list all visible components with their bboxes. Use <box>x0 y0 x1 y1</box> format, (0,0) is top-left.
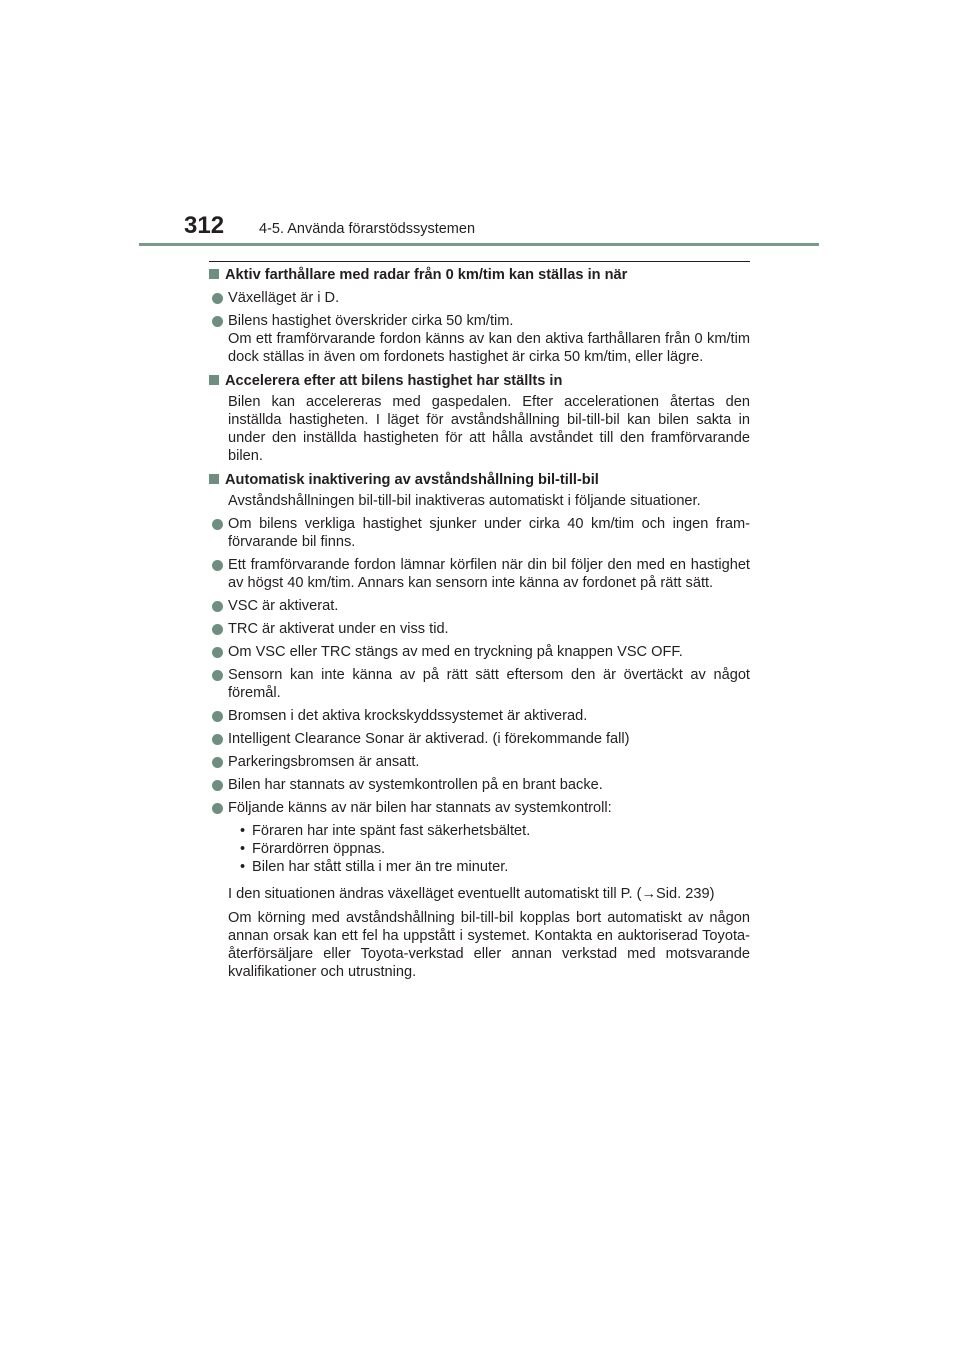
section-title: 4-5. Använda förarstödssystemen <box>259 221 476 237</box>
section-heading <box>209 266 750 284</box>
round-bullet-icon <box>212 519 223 530</box>
section-auto-deactivation <box>209 471 750 981</box>
round-bullet-icon <box>212 670 223 681</box>
sub-list-item-text: Föraren har inte spänt fast säkerhetsbältet. <box>252 823 531 839</box>
sub-list-item-text: Bilen har stått stilla i mer än tre minuter. <box>252 859 509 875</box>
list-item-text: Sensorn kan inte känna av på rätt sätt eftersom den är övertäckt av något föremål. <box>228 667 750 701</box>
dot-marker-icon: • <box>240 823 246 839</box>
list-item-text: Om ett framförvarande fordon känns av kan den aktiva farthållaren från 0 km/tim dock ställas in även om fordonets hastighet är cirka 50 km/tim, eller lägre. <box>228 331 750 365</box>
header-divider <box>139 243 819 246</box>
section-paragraph: Avståndshållningen bil-till-bil inaktiveras automatiskt i följande situationer. <box>228 493 701 509</box>
section-heading <box>209 471 750 489</box>
list-item <box>209 707 750 725</box>
round-bullet-icon <box>212 560 223 571</box>
square-bullet-icon <box>209 269 219 279</box>
section-heading <box>209 372 750 390</box>
list-item <box>209 666 750 702</box>
list-item <box>209 776 750 794</box>
page-number: 312 <box>184 212 225 239</box>
sub-list <box>221 822 750 876</box>
round-bullet-icon <box>212 293 223 304</box>
section-speed-conditions <box>209 266 750 366</box>
sub-list-item-text: Förardörren öppnas. <box>252 841 386 857</box>
section-heading-text: Aktiv farthållare med radar från 0 km/tim kan ställas in när <box>225 267 628 283</box>
section-paragraph: Bilen kan accelereras med gaspedalen. Efter accelerationen återtas den inställda hastigheten. I läget för avståndshållning bil-till-bil kan bilen sakta in under den inställda hastigheten för att hålla avståndet till den framförvarande bilen. <box>228 394 750 464</box>
list-item <box>209 515 750 551</box>
round-bullet-icon <box>212 803 223 814</box>
list-item-text: Bilens hastighet överskrider cirka 50 km/tim. <box>228 313 514 329</box>
list-item-text: Bilen har stannats av systemkontrollen på en brant backe. <box>228 777 603 793</box>
round-bullet-icon <box>212 780 223 791</box>
section-heading-text: Automatisk inaktivering av avståndshållning bil-till-bil <box>225 472 599 488</box>
list-item <box>209 312 750 366</box>
list-item <box>209 799 750 817</box>
list-item-text: Följande känns av när bilen har stannats av systemkontroll: <box>228 800 612 816</box>
list-item <box>209 753 750 771</box>
dot-marker-icon: • <box>240 841 246 857</box>
sub-list-item <box>240 840 750 858</box>
list-item <box>209 556 750 592</box>
section-accelerate <box>209 372 750 465</box>
list-item-text: Parkeringsbromsen är ansatt. <box>228 754 420 770</box>
dot-marker-icon: • <box>240 859 246 875</box>
sub-list-item <box>240 822 750 840</box>
list-item <box>209 620 750 638</box>
list-item <box>209 643 750 661</box>
list-item-text: VSC är aktiverat. <box>228 598 339 614</box>
page-body <box>209 266 750 981</box>
round-bullet-icon <box>212 316 223 327</box>
list-item-text: Ett framförvarande fordon lämnar körfilen när din bil följer den med en hastighet av högst 40 km/tim. Annars kan sensorn inte känna av fordonet på rätt sätt. <box>228 557 750 591</box>
square-bullet-icon <box>209 375 219 385</box>
round-bullet-icon <box>212 757 223 768</box>
list-item-text: Om VSC eller TRC stängs av med en tryckning på knappen VSC OFF. <box>228 644 683 660</box>
list-item-text: Växelläget är i D. <box>228 290 340 306</box>
round-bullet-icon <box>212 711 223 722</box>
section-heading-text: Accelerera efter att bilens hastighet har ställts in <box>225 373 563 389</box>
list-item-text: Intelligent Clearance Sonar är aktiverad. (i förekommande fall) <box>228 731 630 747</box>
closing-paragraph: Om körning med avståndshållning bil-till-bil kopplas bort automatiskt av någon annan orsak kan ett fel ha uppstått i systemet. Kontakta en auktoriserad Toyota-återförsäljare eller Toyota-verkstad eller annan verkstad med motsvarande kvalifikationer och utrustning. <box>228 910 750 980</box>
list-item <box>209 289 750 307</box>
list-item-text: Bromsen i det aktiva krockskyddssystemet är aktiverad. <box>228 708 588 724</box>
round-bullet-icon <box>212 647 223 658</box>
sub-list-item <box>240 858 750 876</box>
list-item-text: Om bilens verkliga hastighet sjunker under cirka 40 km/tim och ingen framförvarande bil finns. <box>228 516 750 550</box>
list-item <box>209 597 750 615</box>
list-item <box>209 730 750 748</box>
list-item-text: TRC är aktiverat under en viss tid. <box>228 621 449 637</box>
closing-paragraph: I den situationen ändras växelläget eventuellt automatiskt till P. (→Sid. 239) <box>228 886 715 902</box>
page-header <box>0 0 960 250</box>
round-bullet-icon <box>212 624 223 635</box>
round-bullet-icon <box>212 734 223 745</box>
content-divider <box>209 261 750 262</box>
round-bullet-icon <box>212 601 223 612</box>
square-bullet-icon <box>209 474 219 484</box>
